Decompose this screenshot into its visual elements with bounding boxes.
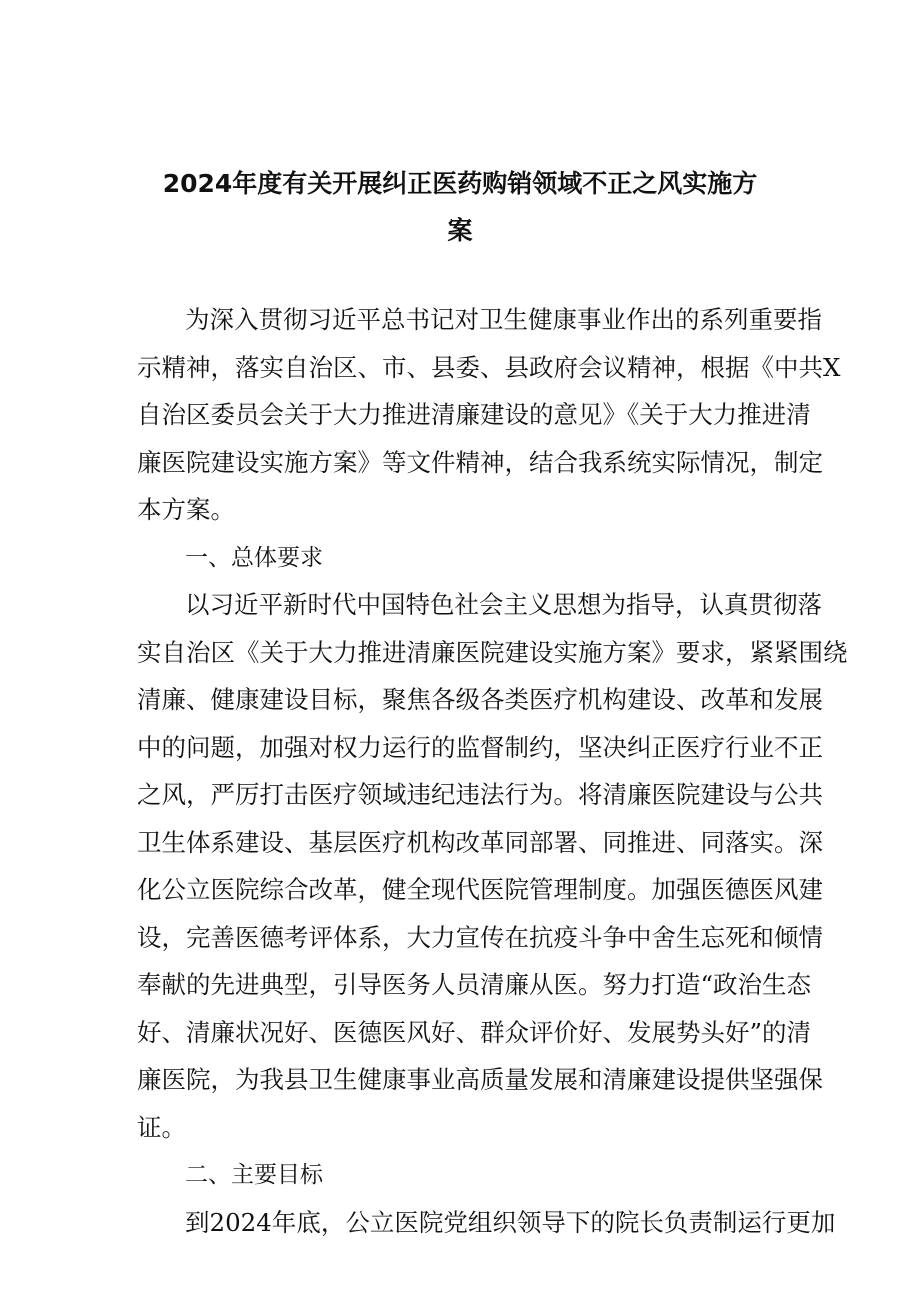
section1-line: 设，完善医德考评体系，大力宣传在抗疫斗争中舍生忘死和倾情: [137, 923, 823, 952]
intro-line: 示精神，落实自治区、市、县委、县政府会议精神，根据《中共X: [137, 353, 841, 382]
document-title-line-1: 2024年度有关开展纠正医药购销领域不正之风实施方: [162, 169, 758, 198]
section1-line: 奉献的先进典型，引导医务人员清廉从医。努力打造“政治生态: [137, 970, 812, 999]
section1-line: 证。: [137, 1113, 186, 1142]
section1-line: 中的问题，加强对权力运行的监督制约，坚决纠正医疗行业不正: [137, 733, 823, 762]
section-heading-general-requirements: 一、总体要求: [185, 545, 323, 571]
intro-line: 自治区委员会关于大力推进清廉建设的意见》《关于大力推进清: [137, 400, 811, 429]
intro-line: 廉医院建设实施方案》等文件精神，结合我系统实际情况，制定: [137, 448, 823, 477]
section1-line: 好、清廉状况好、医德医风好、群众评价好、发展势头好”的清: [137, 1018, 812, 1047]
section1-line: 清廉、健康建设目标，聚焦各级各类医疗机构建设、改革和发展: [137, 685, 823, 714]
intro-line: 为深入贯彻习近平总书记对卫生健康事业作出的系列重要指: [185, 305, 822, 334]
section1-line: 化公立医院综合改革，健全现代医院管理制度。加强医德医风建: [137, 875, 823, 904]
section1-line: 以习近平新时代中国特色社会主义思想为指导，认真贯彻落: [185, 590, 822, 619]
section1-line: 实自治区《关于大力推进清廉医院建设实施方案》要求，紧紧围绕: [137, 638, 848, 667]
intro-line: 本方案。: [137, 495, 235, 524]
document-title-line-2: 案: [447, 216, 473, 245]
section2-line: 到2024年底，公立医院党组织领导下的院长负责制运行更加: [185, 1208, 836, 1237]
section1-line: 之风，严厉打击医疗领域违纪违法行为。将清廉医院建设与公共: [137, 780, 823, 809]
section1-line: 廉医院，为我县卫生健康事业高质量发展和清廉建设提供坚强保: [137, 1065, 823, 1094]
section1-line: 卫生体系建设、基层医疗机构改革同部署、同推进、同落实。深: [137, 828, 823, 857]
section-heading-main-goals: 二、主要目标: [185, 1162, 323, 1188]
